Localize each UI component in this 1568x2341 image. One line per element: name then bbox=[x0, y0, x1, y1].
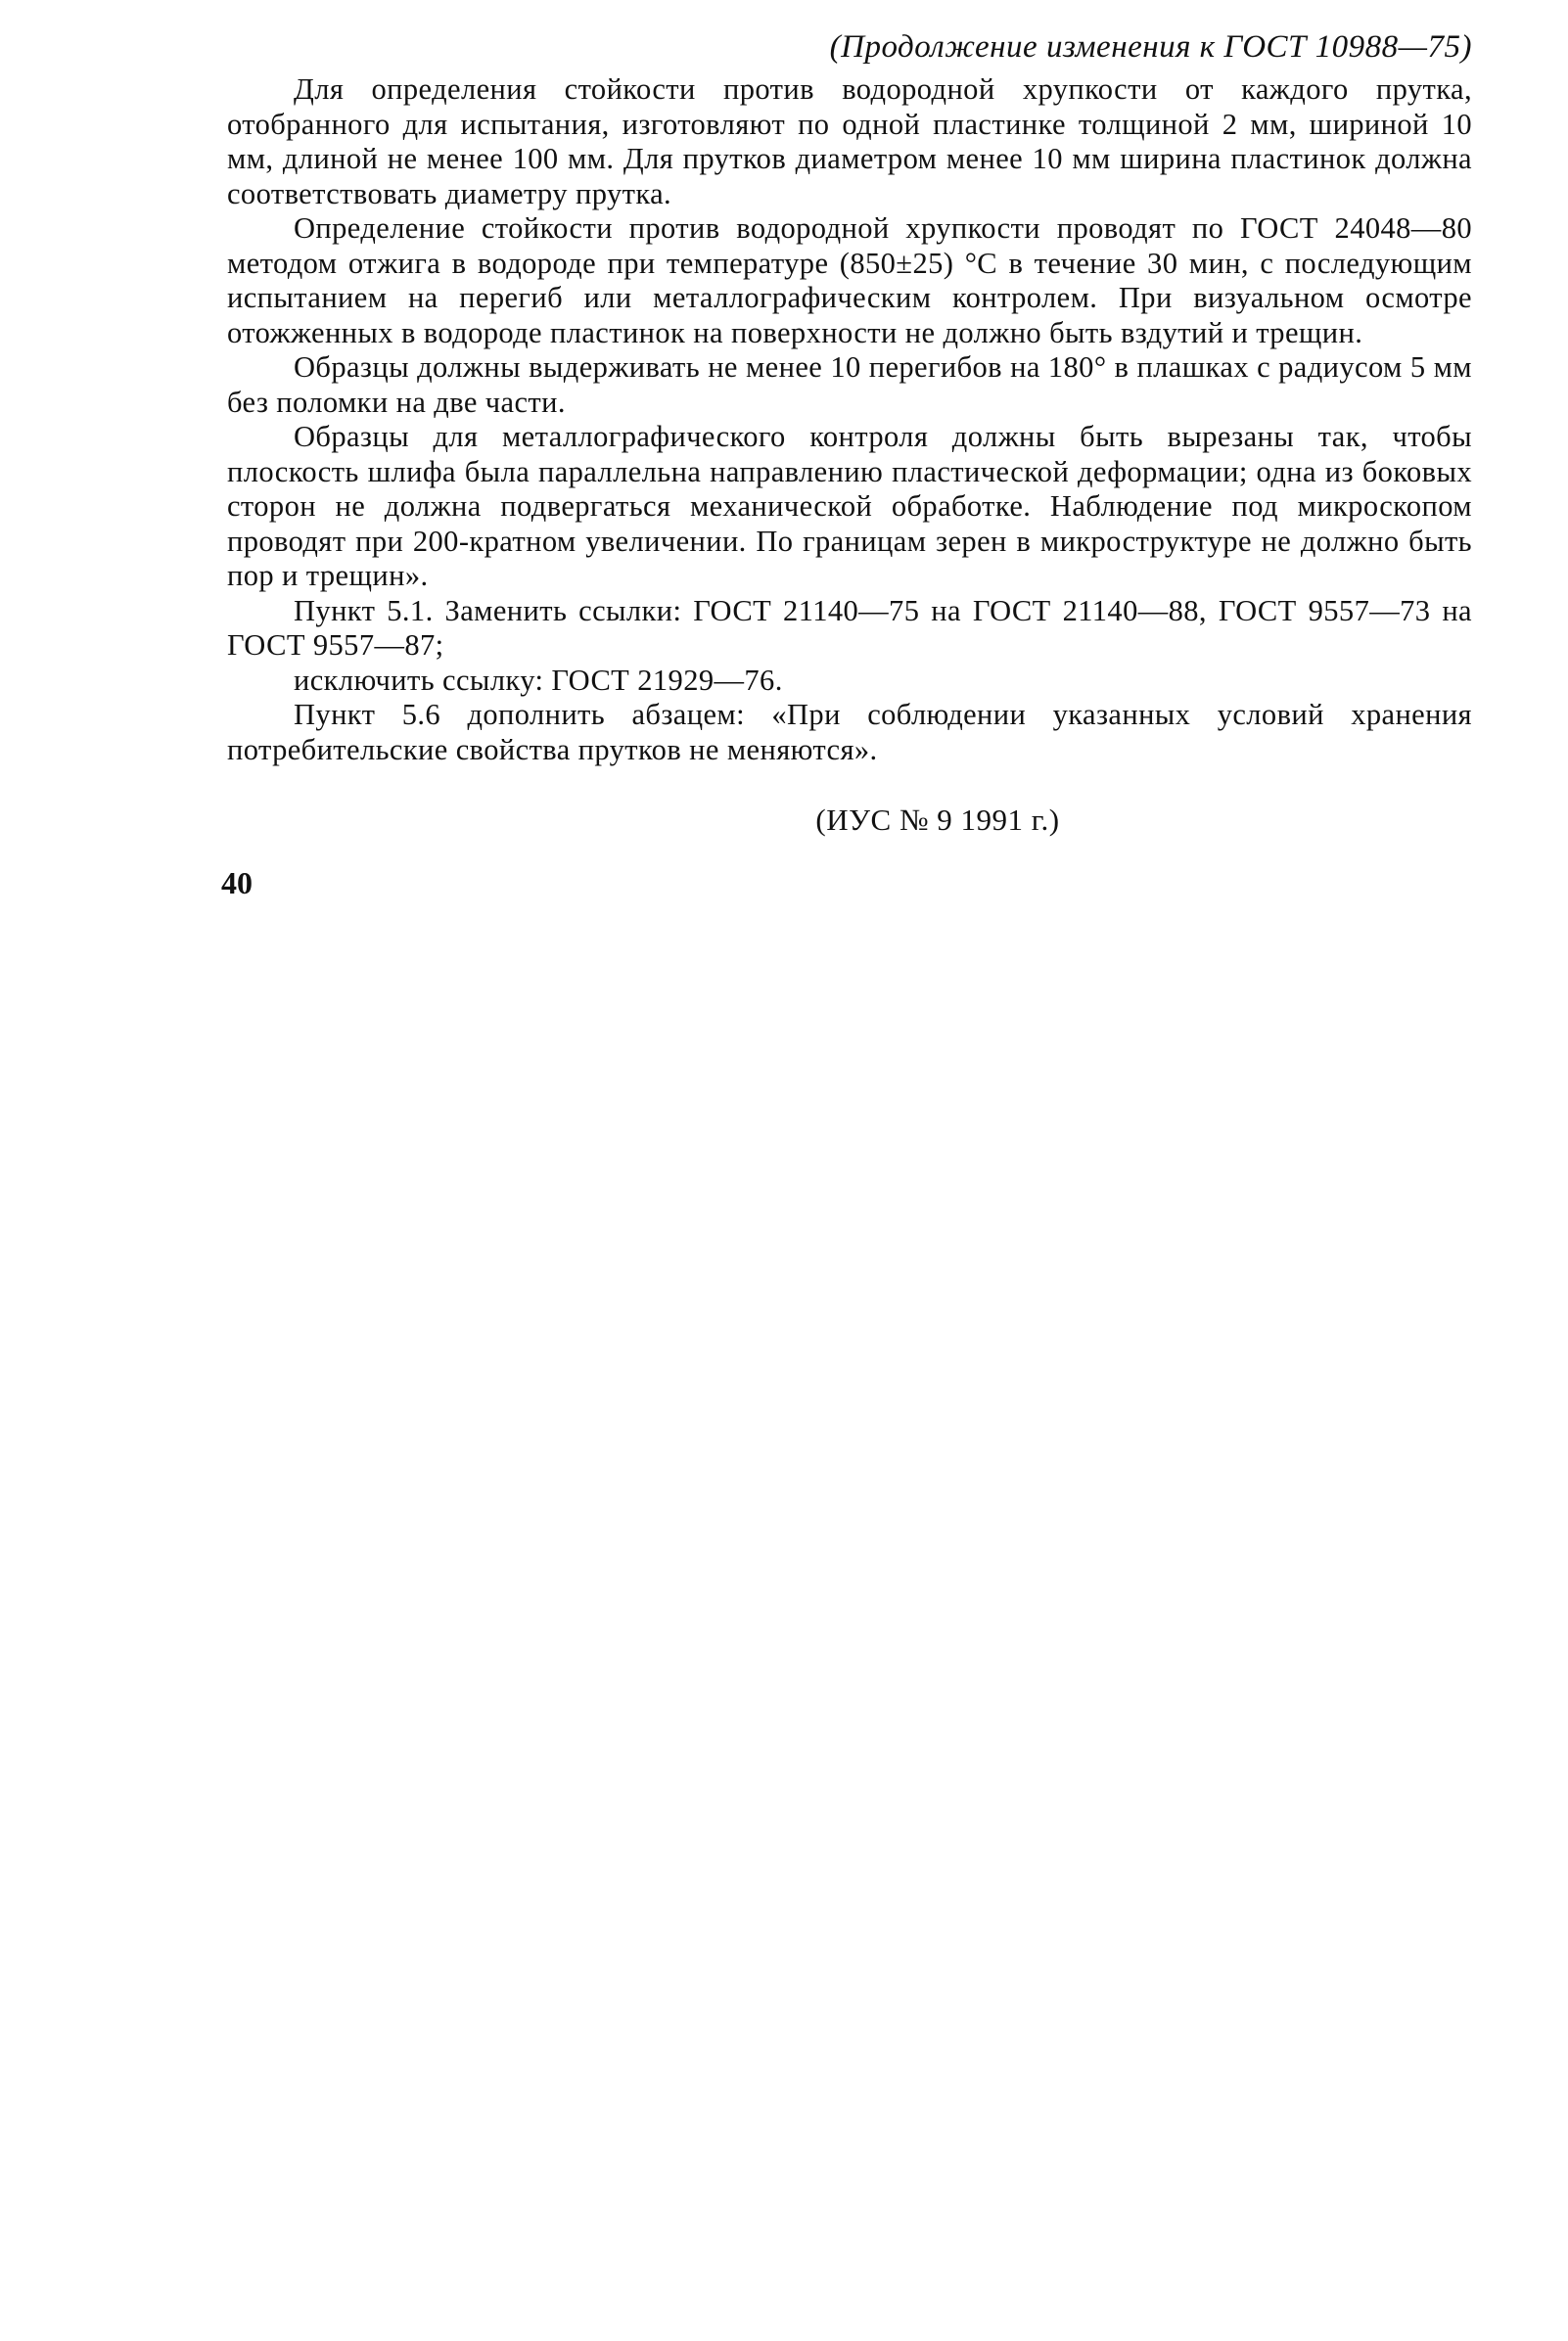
paragraph-bend-requirement: Образцы должны выдерживать не менее 10 перегибов на 180° в плашках с радиусом 5 мм без поломки на две части. bbox=[227, 350, 1472, 419]
page-number: 40 bbox=[221, 865, 253, 900]
paragraph-clause-5-1: Пункт 5.1. Заменить ссылки: ГОСТ 21140—75 на ГОСТ 21140—88, ГОСТ 9557—73 на ГОСТ 9557—87; bbox=[227, 593, 1472, 662]
paragraph-clause-5-6: Пункт 5.6 дополнить абзацем: «При соблюдении указанных условий хранения потребительские свойства прутков не меняются». bbox=[227, 698, 1472, 766]
paragraph-exclude-reference: исключить ссылку: ГОСТ 21929—76. bbox=[294, 663, 783, 697]
source-note: (ИУС № 9 1991 г.) bbox=[815, 803, 1060, 837]
paragraph-metallography: Образцы для металлографического контроля должны быть вырезаны так, чтобы плоскость шлифа была параллельна направлению пластической деформации; одна из боковых сторон не должна подвергаться механической обработке. Наблюдение под микроскопом проводят при 200-кратном увеличении. По границам зерен в микроструктуре не должно быть пор и трещин». bbox=[227, 420, 1472, 592]
document-page bbox=[227, 27, 1472, 840]
paragraph-hydrogen-test-method: Определение стойкости против водородной хрупкости проводят по ГОСТ 24048—80 методом отжига в водороде при температуре (850±25) °С в течение 30 мин, с последующим испытанием на перегиб или металлографическим контролем. При визуальном осмотре отожженных в водороде пластинок на поверхности не должно быть вздутий и трещин. bbox=[227, 211, 1472, 349]
continuation-header: (Продолжение изменения к ГОСТ 10988—75) bbox=[829, 29, 1472, 65]
paragraph-hydrogen-samples: Для определения стойкости против водородной хрупкости от каждого прутка, отобранного для испытания, изготовляют по одной пластинке толщиной 2 мм, шириной 10 мм, длиной не менее 100 мм. Для прутков диаметром менее 10 мм ширина пластинок должна соответствовать диаметру прутка. bbox=[227, 72, 1472, 210]
